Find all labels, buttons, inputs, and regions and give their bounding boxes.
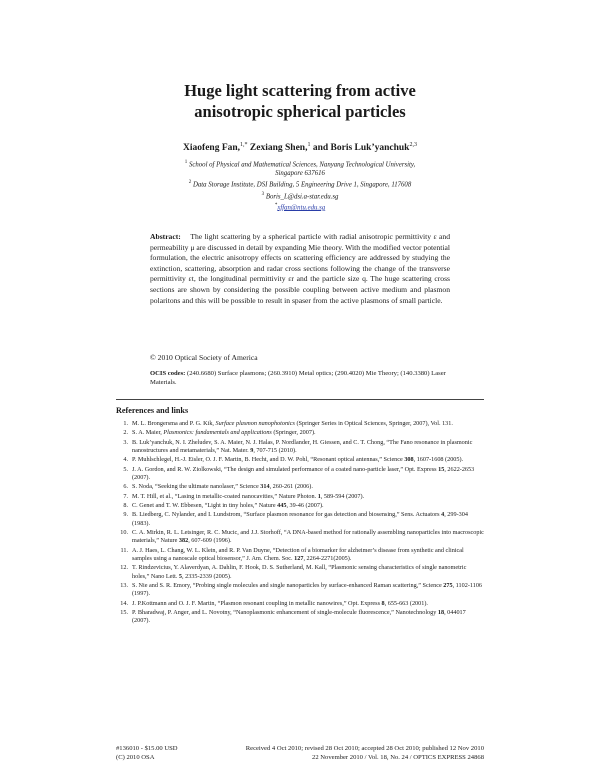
reference-volume: 1 <box>317 492 321 500</box>
reference-number: 8. <box>123 501 128 509</box>
reference-pages: (Springer Series in Optical Sciences, Springer, 2007), Vol. 131. <box>294 420 453 427</box>
reference-item <box>116 511 484 528</box>
reference-volume: 308 <box>404 456 414 464</box>
reference-number: 1. <box>123 420 128 427</box>
reference-item <box>116 600 484 608</box>
reference-volume: 5 <box>178 572 183 580</box>
author-affil-mark: 1 <box>307 142 311 148</box>
affiliation-line: $^2$ Data Storage Institute, DSI Building, 5 Engineering Drive 1, Singapore, 117608 <box>188 180 412 189</box>
reference-number: 5. <box>123 465 128 473</box>
reference-item <box>116 456 484 464</box>
reference-volume: 127 <box>294 555 304 562</box>
page-footer <box>116 744 484 763</box>
reference-volume: 382 <box>178 537 189 545</box>
ocis-text: (240.6680) Surface plasmons; (260.3910) Metal optics; (290.4020) Mie Theory; (140.3380) Laser Materials. <box>150 370 446 386</box>
footer-history: Received 4 Oct 2010; revised 28 Oct 2010; accepted 28 Oct 2010; published 12 Nov 2010 <box>245 745 484 752</box>
reference-text: P. Bharadwaj, P. Anger, and L. Novotny, “Nanoplasmonic enhancement of single-molecule fluorescence,” Nanotechnology <box>132 609 438 616</box>
reference-pages: , 707-715 (2010). <box>253 447 297 454</box>
author-list <box>0 142 600 153</box>
reference-number: 4. <box>123 456 128 464</box>
reference-pages: , 655-663 (2001). <box>384 599 428 607</box>
reference-item <box>116 529 484 546</box>
reference-pages: , 1102-1106 (1997). <box>132 582 483 598</box>
reference-number: 15. <box>120 609 128 616</box>
affiliations <box>150 158 450 212</box>
reference-number: 6. <box>123 483 128 491</box>
reference-number: 3. <box>123 438 128 446</box>
references-list <box>116 420 484 627</box>
abstract <box>150 232 450 306</box>
reference-title: Plasmonics: fundamentals and applications <box>163 429 272 437</box>
reference-number: 12. <box>120 564 128 572</box>
reference-item <box>116 609 484 626</box>
reference-title: Surface plasmon nanophotonics <box>215 420 295 427</box>
reference-item <box>116 483 484 491</box>
email-link[interactable]: xffan@ntu.edu.sg <box>277 204 326 212</box>
author-name: and Boris Luk’yanchuk <box>312 143 410 154</box>
reference-pages: , 2622-2653 (2007). <box>132 465 475 481</box>
reference-pages: , 39-46 (2007). <box>286 501 324 509</box>
reference-number: 14. <box>120 599 128 607</box>
reference-pages: , 2264-2271(2005). <box>303 555 352 562</box>
reference-volume: 18 <box>437 609 445 616</box>
reference-text: J. P.Kottmann and O. J. F. Martin, “Plasmon resonant coupling in metallic nanowires,” Opt. Express <box>132 599 382 607</box>
reference-text: B. Liedberg, C. Nylander, and I. Lundstrom, “Surface plasmon resonance for gas detection and biosensing,” Sens. Actuators <box>132 511 442 519</box>
ocis-label: OCIS codes: <box>150 370 186 377</box>
reference-volume: 314 <box>260 483 270 491</box>
reference-text: S. A. Maier, <box>132 429 164 437</box>
reference-pages: , 2335-2339 (2005). <box>182 572 232 580</box>
reference-text: C. Genet and T. W. Ebbesen, “Light in tiny holes,” Nature <box>132 501 278 509</box>
reference-volume: 4 <box>441 511 445 519</box>
reference-text: A. J. Haes, L. Chang, W. L. Klein, and R. P. Van Duyne, “Detection of a biomarker for alzheimer’s disease from synthetic and clinical samples using a nanoscale optical biosensor,” J. Am. Chem. Soc. <box>132 546 464 562</box>
reference-text: P. Muhlschlegel, H.-J. Eisler, O. J. F. Martin, B. Hecht, and D. W. Pohl, “Resonant optical antennas,” Science <box>132 456 405 464</box>
author-affil-mark: 2,3 <box>409 142 417 148</box>
reference-text: M. L. Brongersma and P. G. Kik, <box>132 420 216 427</box>
reference-volume: 8 <box>381 599 385 607</box>
reference-text: S. Noda, “Seeking the ultimate nanolaser,” Science <box>132 483 261 491</box>
reference-pages: , 589-594 (2007). <box>320 492 365 500</box>
reference-text: J. A. Gordon, and R. W. Ziolkowski, “The design and simulated performance of a coated nano-particle laser,” Opt. Express <box>132 465 439 473</box>
author-name: Xiaofeng Fan, <box>183 143 241 154</box>
abstract-text: The light scattering by a spherical particle with radial anisotropic permittivity ε and permeability μ are discussed in detail by expanding Mie theory. With the modified vector potential formulation, the electric anisotropy effects on scattering efficiency are addressed by studying the extinction, scattering, absorption and radar cross sections following the change of the transverse permittivity εt, the longitudinal permittivity εr and the particle size q. The huge scattering cross sections are shown by considering the possible coupling between active medium and plasmon polaritons and this will be possible to result in spaser from the active plasmons of small particle. <box>150 232 450 305</box>
affiliation-line: $^1$ School of Physical and Mathematical Sciences, Nanyang Technological University, <box>184 160 416 169</box>
copyright-notice: © 2010 Optical Society of America <box>150 353 258 362</box>
title-line-1: Huge light scattering from active <box>184 81 416 100</box>
reference-volume: 275 <box>443 582 453 589</box>
reference-text: T. Rindzevicius, Y. Alaverdyan, A. Dahlin, F. Hook, D. S. Sutherland, M. Kall, “Plasmonic sensing characteristics of single nanometric holes,” Nano Lett. <box>132 564 467 580</box>
footer-citation: 22 November 2010 / Vol. 18, No. 24 / OPTICS EXPRESS 24868 <box>312 754 484 762</box>
reference-pages: , 044017 (2007). <box>132 609 466 625</box>
reference-number: 9. <box>123 511 128 519</box>
reference-pages: , 299-304 (1983). <box>132 511 468 527</box>
reference-number: 11. <box>120 546 128 554</box>
reference-item <box>116 547 484 564</box>
reference-number: 2. <box>123 429 128 437</box>
reference-item <box>116 502 484 510</box>
reference-item <box>116 582 484 599</box>
reference-item <box>116 466 484 483</box>
reference-number: 10. <box>120 528 128 536</box>
abstract-label: Abstract: <box>150 232 181 241</box>
reference-item <box>116 420 484 428</box>
reference-volume: 15 <box>438 465 445 473</box>
reference-pages: , 607-609 (1996). <box>188 537 232 545</box>
reference-text: B. Luk’yanchuk, N. I. Zheludev, S. A. Maier, N. J. Halas, P. Nordlander, H. Giessen, and C. T. Chong, “The Fano resonance in plasmonic nanostructures and metamaterials,” Nat. Mater. <box>132 438 473 454</box>
reference-pages: , 260-261 (2006). <box>269 483 313 491</box>
reference-item <box>116 493 484 501</box>
reference-item <box>116 439 484 456</box>
author-name: Zexiang Shen, <box>249 143 308 154</box>
reference-number: 7. <box>123 492 128 500</box>
reference-text: C. A. Mirkin, R. L. Letsinger, R. C. Mucic, and J.J. Storhoff, “A DNA-based method for rationally assembling nanoparticles into macroscopic materials,” Nature <box>132 528 484 545</box>
reference-text: M. T. Hill, et al., “Lasing in metallic-coated nanocavities,” Nature Photon. <box>132 492 318 500</box>
section-divider <box>116 399 484 400</box>
reference-text: S. Nie and S. R. Emory, “Probing single molecules and single nanoparticles by surface-enhanced Raman scattering,” Science <box>132 582 444 589</box>
footer-doc-id: #136010 - $15.00 USD <box>116 745 178 752</box>
reference-volume: 445 <box>277 501 287 509</box>
ocis-codes <box>150 369 450 387</box>
email-line: *xffan@ntu.edu.sg <box>274 202 326 212</box>
reference-item <box>116 429 484 437</box>
reference-number: 13. <box>120 582 128 589</box>
affiliation-line: $^3$ Boris_L@dsi.a-star.edu.sg <box>261 191 339 200</box>
reference-pages: (Springer, 2007). <box>271 429 316 437</box>
reference-item <box>116 564 484 581</box>
affiliation-line: Singapore 637616 <box>275 170 325 178</box>
reference-volume: 9 <box>250 447 254 454</box>
footer-copyright: (C) 2010 OSA <box>116 754 155 762</box>
author-affil-mark: 1,* <box>240 142 248 148</box>
reference-pages: , 1607-1608 (2005). <box>413 456 464 464</box>
title-line-2: anisotropic spherical particles <box>194 102 406 121</box>
paper-title <box>0 80 600 122</box>
references-heading: References and links <box>116 406 189 415</box>
